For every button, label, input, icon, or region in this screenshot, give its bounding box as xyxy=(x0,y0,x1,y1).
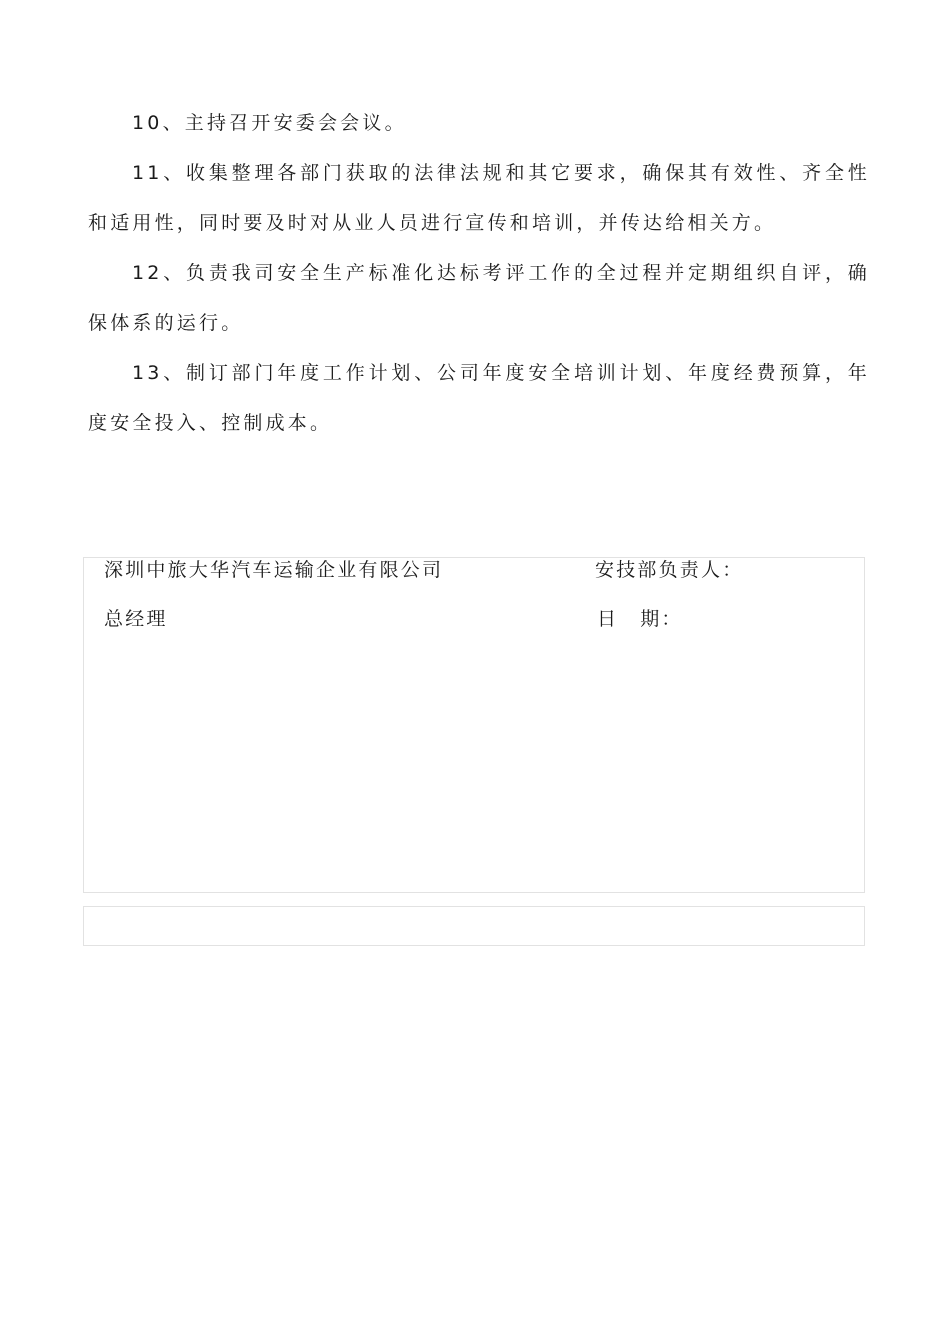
paragraph-13: 13、制订部门年度工作计划、公司年度安全培训计划、年度经费预算，年度安全投入、控制成本。 xyxy=(88,362,870,434)
paragraph-10: 10、主持召开安委会会议。 xyxy=(132,112,407,134)
company-name: 深圳中旅大华汽车运输企业有限公司 xyxy=(104,559,444,581)
paragraph-11: 11、收集整理各部门获取的法律法规和其它要求，确保其有效性、齐全性和适用性，同时要及时对从业人员进行宣传和培训，并传达给相关方。 xyxy=(88,162,870,234)
signature-block xyxy=(83,557,865,893)
document-body xyxy=(88,98,870,448)
date-label xyxy=(597,606,683,632)
date-label-part-2: 期： xyxy=(640,608,683,630)
dept-head-label: 安技部负责人： xyxy=(595,559,744,581)
general-manager-label: 总经理 xyxy=(104,608,168,630)
date-label-part-1: 日 xyxy=(597,608,619,630)
paragraph-12: 12、负责我司安全生产标准化达标考评工作的全过程并定期组织自评，确保体系的运行。 xyxy=(88,262,870,334)
footer-box xyxy=(83,906,865,946)
